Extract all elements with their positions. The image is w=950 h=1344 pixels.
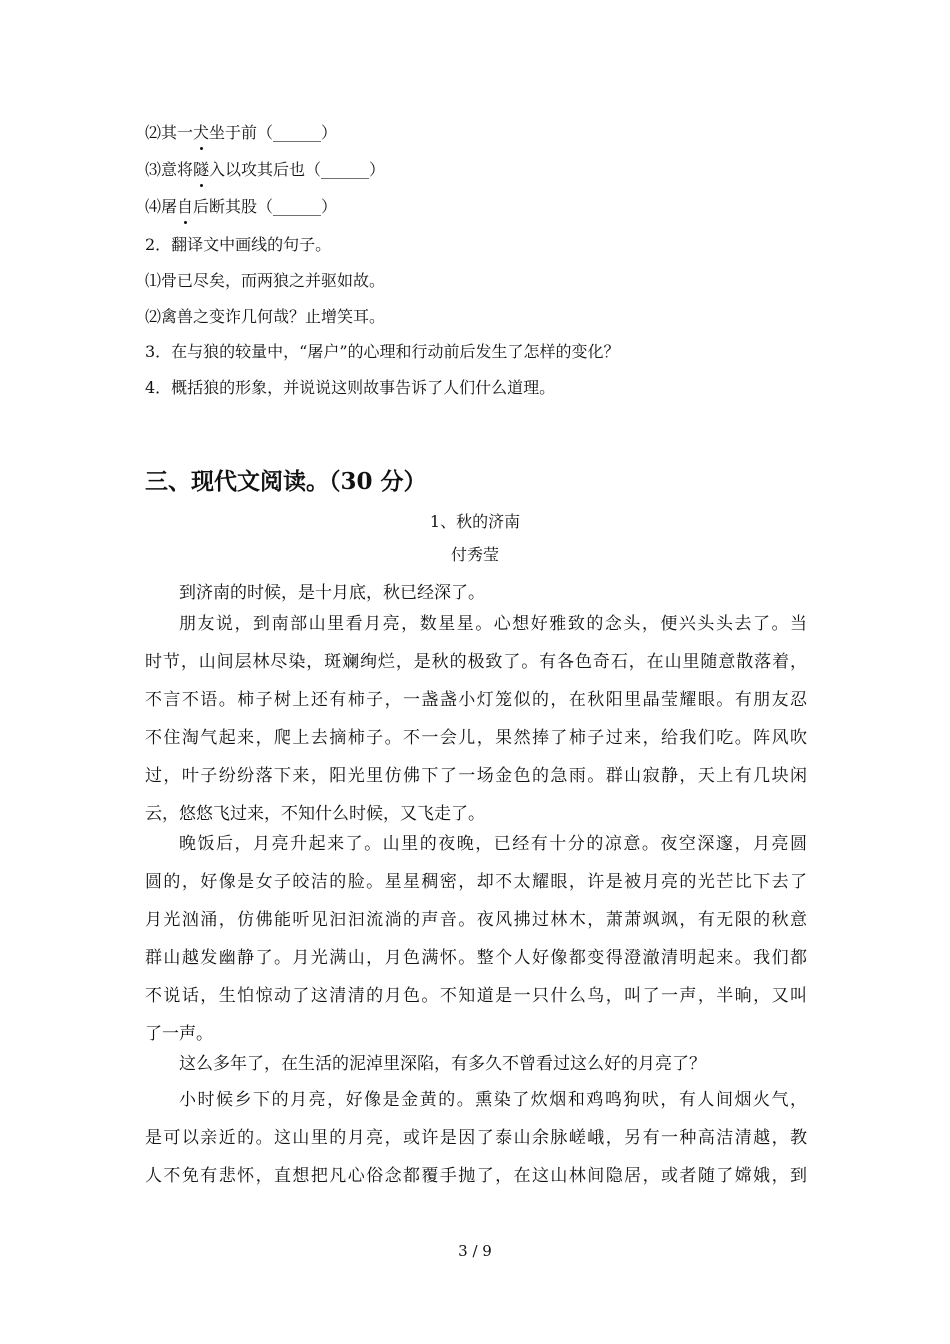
text-line: 过，叶子纷纷落下来，阳光里仿佛下了一场金色的急雨。群山寂静，天上有几块闲 [145,766,807,786]
section-heading: 三、现代文阅读。（30 分） [145,468,427,495]
text-line: 人不免有悲怀，直想把凡心俗念都覆手抛了，在这山林间隐居，或者随了嫦娥，到 [145,1166,807,1186]
question-item-2: ⑵其一犬坐于前（______） [145,121,337,145]
text-line: 不言不语。柿子树上还有柿子，一盏盏小灯笼似的，在秋阳里晶莹耀眼。有朋友忍 [145,690,807,710]
task-4: 4．概括狼的形象，并说说这则故事告诉了人们什么道理。 [145,378,556,397]
article-title: 1、秋的济南 [429,512,521,531]
text-line: 圆的，好像是女子皎洁的脸。星星稠密，却不太耀眼，许是被月亮的光芒比下去了 [145,872,807,892]
text-line: 是可以亲近的。这山里的月亮，或许是因了泰山余脉嵯峨，另有一种高洁清越，教 [145,1128,807,1148]
text-line: 晚饭后，月亮升起来了。山里的夜晚，已经有十分的凉意。夜空深邃，月亮圆 [179,834,807,854]
emphasis-dot-char: 犬 [193,121,209,145]
question-item-4: ⑷屠自后断其股（______） [145,195,337,219]
task-2: 2．翻译文中画线的句子。 [145,235,332,254]
article-paragraph-2 [145,605,807,833]
article-author: 付秀莹 [450,545,499,564]
text-line: 时节，山间层林尽染，斑斓绚烂，是秋的极致了。有各色奇石，在山里随意散落着， [145,652,807,672]
text-line: 群山越发幽静了。月光满山，月色满怀。整个人好像都变得澄澈清明起来。我们都 [145,948,807,968]
question-item-3: ⑶意将隧入以攻其后也（______） [145,158,385,182]
text-line: 朋友说，到南部山里看月亮，数星星。心想好雅致的念头，便兴头头去了。当 [179,614,807,634]
task-3: 3．在与狼的较量中，“屠户”的心理和行动前后发生了怎样的变化？ [145,342,620,361]
article-paragraph-3 [145,825,807,1053]
text-line: 到济南的时候，是十月底，秋已经深了。 [179,583,485,603]
text-line: 月光汹涌，仿佛能听见汩汩流淌的声音。夜风拂过林木，萧萧飒飒，有无限的秋意 [145,910,807,930]
emphasis-dot-char: 自 [177,195,193,219]
task-2-sentence-2: ⑵禽兽之变诈几何哉？止增笑耳。 [145,307,386,326]
article-paragraph-4 [145,1045,807,1083]
text-line: 云，悠悠飞过来，不知什么时候，又飞走了。 [145,804,485,824]
text-line: 了一声。 [145,1024,213,1044]
text-line: 不住淘气起来，爬上去摘柿子。不一会儿，果然捧了柿子过来，给我们吃。阵风吹 [145,728,807,748]
emphasis-dot-char: 隧 [193,158,209,182]
task-2-sentence-1: ⑴骨已尽矣，而两狼之并驱如故。 [145,271,386,290]
article-paragraph-5 [145,1081,807,1195]
page-number: 3 / 9 [458,1242,492,1260]
text-line: 不说话，生怕惊动了这清清的月色。不知道是一只什么鸟，叫了一声，半晌，又叫 [145,986,807,1006]
text-line: 这么多年了，在生活的泥淖里深陷，有多久不曾看过这么好的月亮了？ [179,1054,706,1074]
text-line: 小时候乡下的月亮，好像是金黄的。熏染了炊烟和鸡鸣狗吠，有人间烟火气， [179,1090,807,1110]
